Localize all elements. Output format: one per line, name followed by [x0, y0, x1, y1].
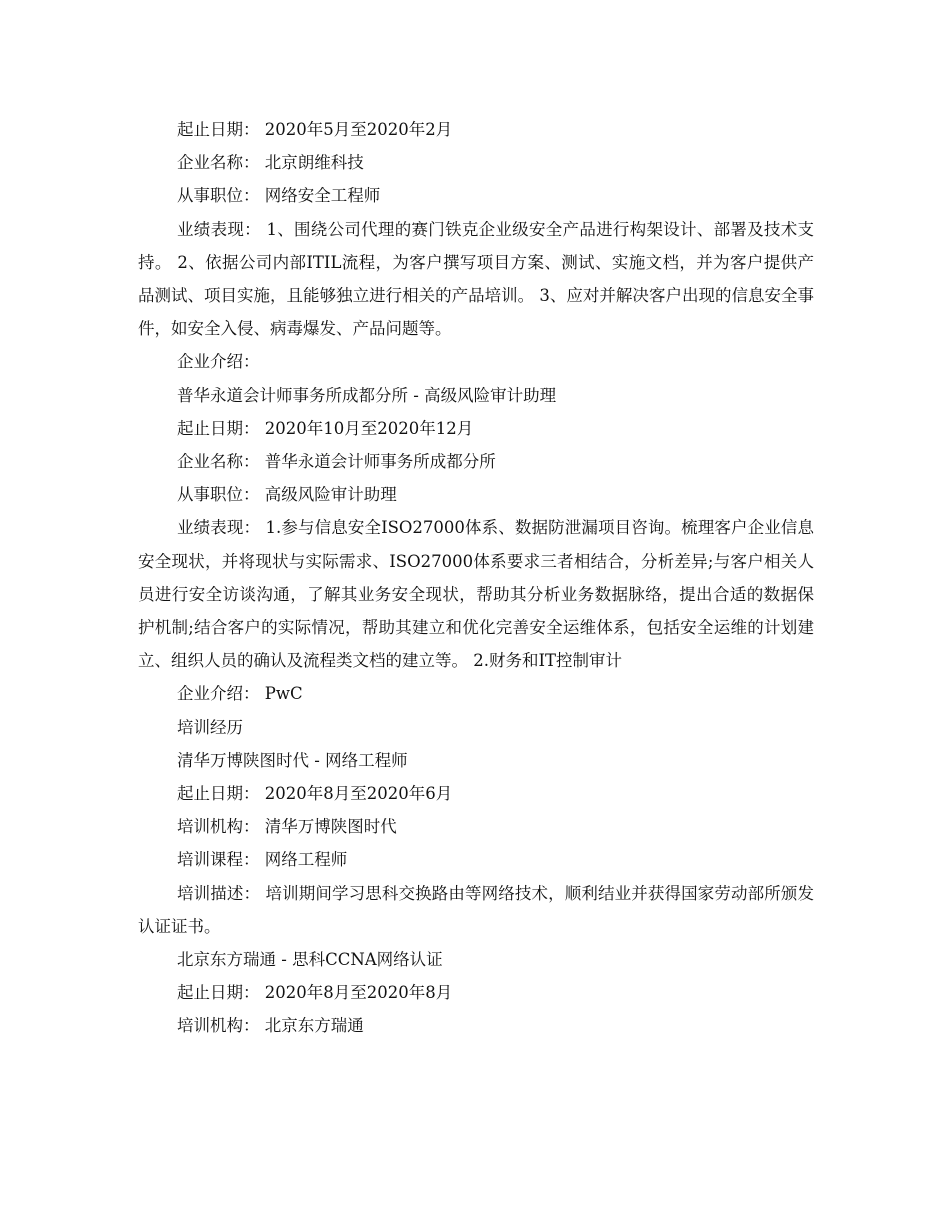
performance-1: 业绩表现： 1、围绕公司代理的赛门铁克企业级安全产品进行构架设计、部署及技术支持。 2、依据公司内部ITIL流程，为客户撰写项目方案、测试、实施文档，并为客户提供产品测试、项目实施，且能够独立进行相关的产品培训。 3、应对并解决客户出现的信息安全事件，如安全入侵、病毒爆发、产品问题等。 — [138, 219, 814, 339]
work-period-1: 起止日期： 2020年5月至2020年2月 — [177, 120, 453, 139]
document-body — [138, 113, 814, 1043]
training-description-1: 培训描述： 培训期间学习思科交换路由等网络技术，顺利结业并获得国家劳动部所颁发认证证书。 — [138, 883, 814, 936]
work-period-2: 起止日期： 2020年10月至2020年12月 — [177, 418, 474, 438]
company-name-2: 企业名称： 普华永道会计师事务所成都分所 — [177, 452, 496, 472]
training-section-title: 培训经历 — [177, 717, 243, 737]
performance-2: 业绩表现： 1.参与信息安全ISO27000体系、数据防泄漏项目咨询。梳理客户企业信息安全现状，并将现状与实际需求、ISO27000体系要求三者相结合，分析差异;与客户相关人员进行安全访谈沟通，了解其业务安全现状，帮助其分析业务数据脉络，提出合适的数据保护机制;结合客户的实际情况，帮助其建立和优化完善安全运维体系，包括安全运维的计划建立、组织人员的确认及流程类文档的建立等。 2.财务和IT控制审计 — [138, 518, 814, 671]
training-institution-2: 培训机构： 北京东方瑞通 — [177, 1016, 364, 1036]
training-heading-1: 清华万博陕图时代 - 网络工程师 — [177, 750, 408, 770]
company-intro-2: 企业介绍： PwC — [177, 684, 303, 704]
training-period-1: 起止日期： 2020年8月至2020年6月 — [177, 784, 453, 804]
training-heading-2: 北京东方瑞通 - 思科CCNA网络认证 — [177, 950, 443, 970]
job-position-1: 从事职位： 网络安全工程师 — [177, 186, 381, 206]
job-position-2: 从事职位： 高级风险审计助理 — [177, 485, 397, 505]
training-institution-1: 培训机构： 清华万博陕图时代 — [177, 817, 397, 837]
job-heading-2: 普华永道会计师事务所成都分所 - 高级风险审计助理 — [177, 385, 557, 405]
training-period-2: 起止日期： 2020年8月至2020年8月 — [177, 983, 453, 1003]
company-intro-1: 企业介绍： — [177, 352, 260, 372]
company-name-1: 企业名称： 北京朗维科技 — [177, 153, 364, 173]
training-course-1: 培训课程： 网络工程师 — [177, 850, 348, 870]
